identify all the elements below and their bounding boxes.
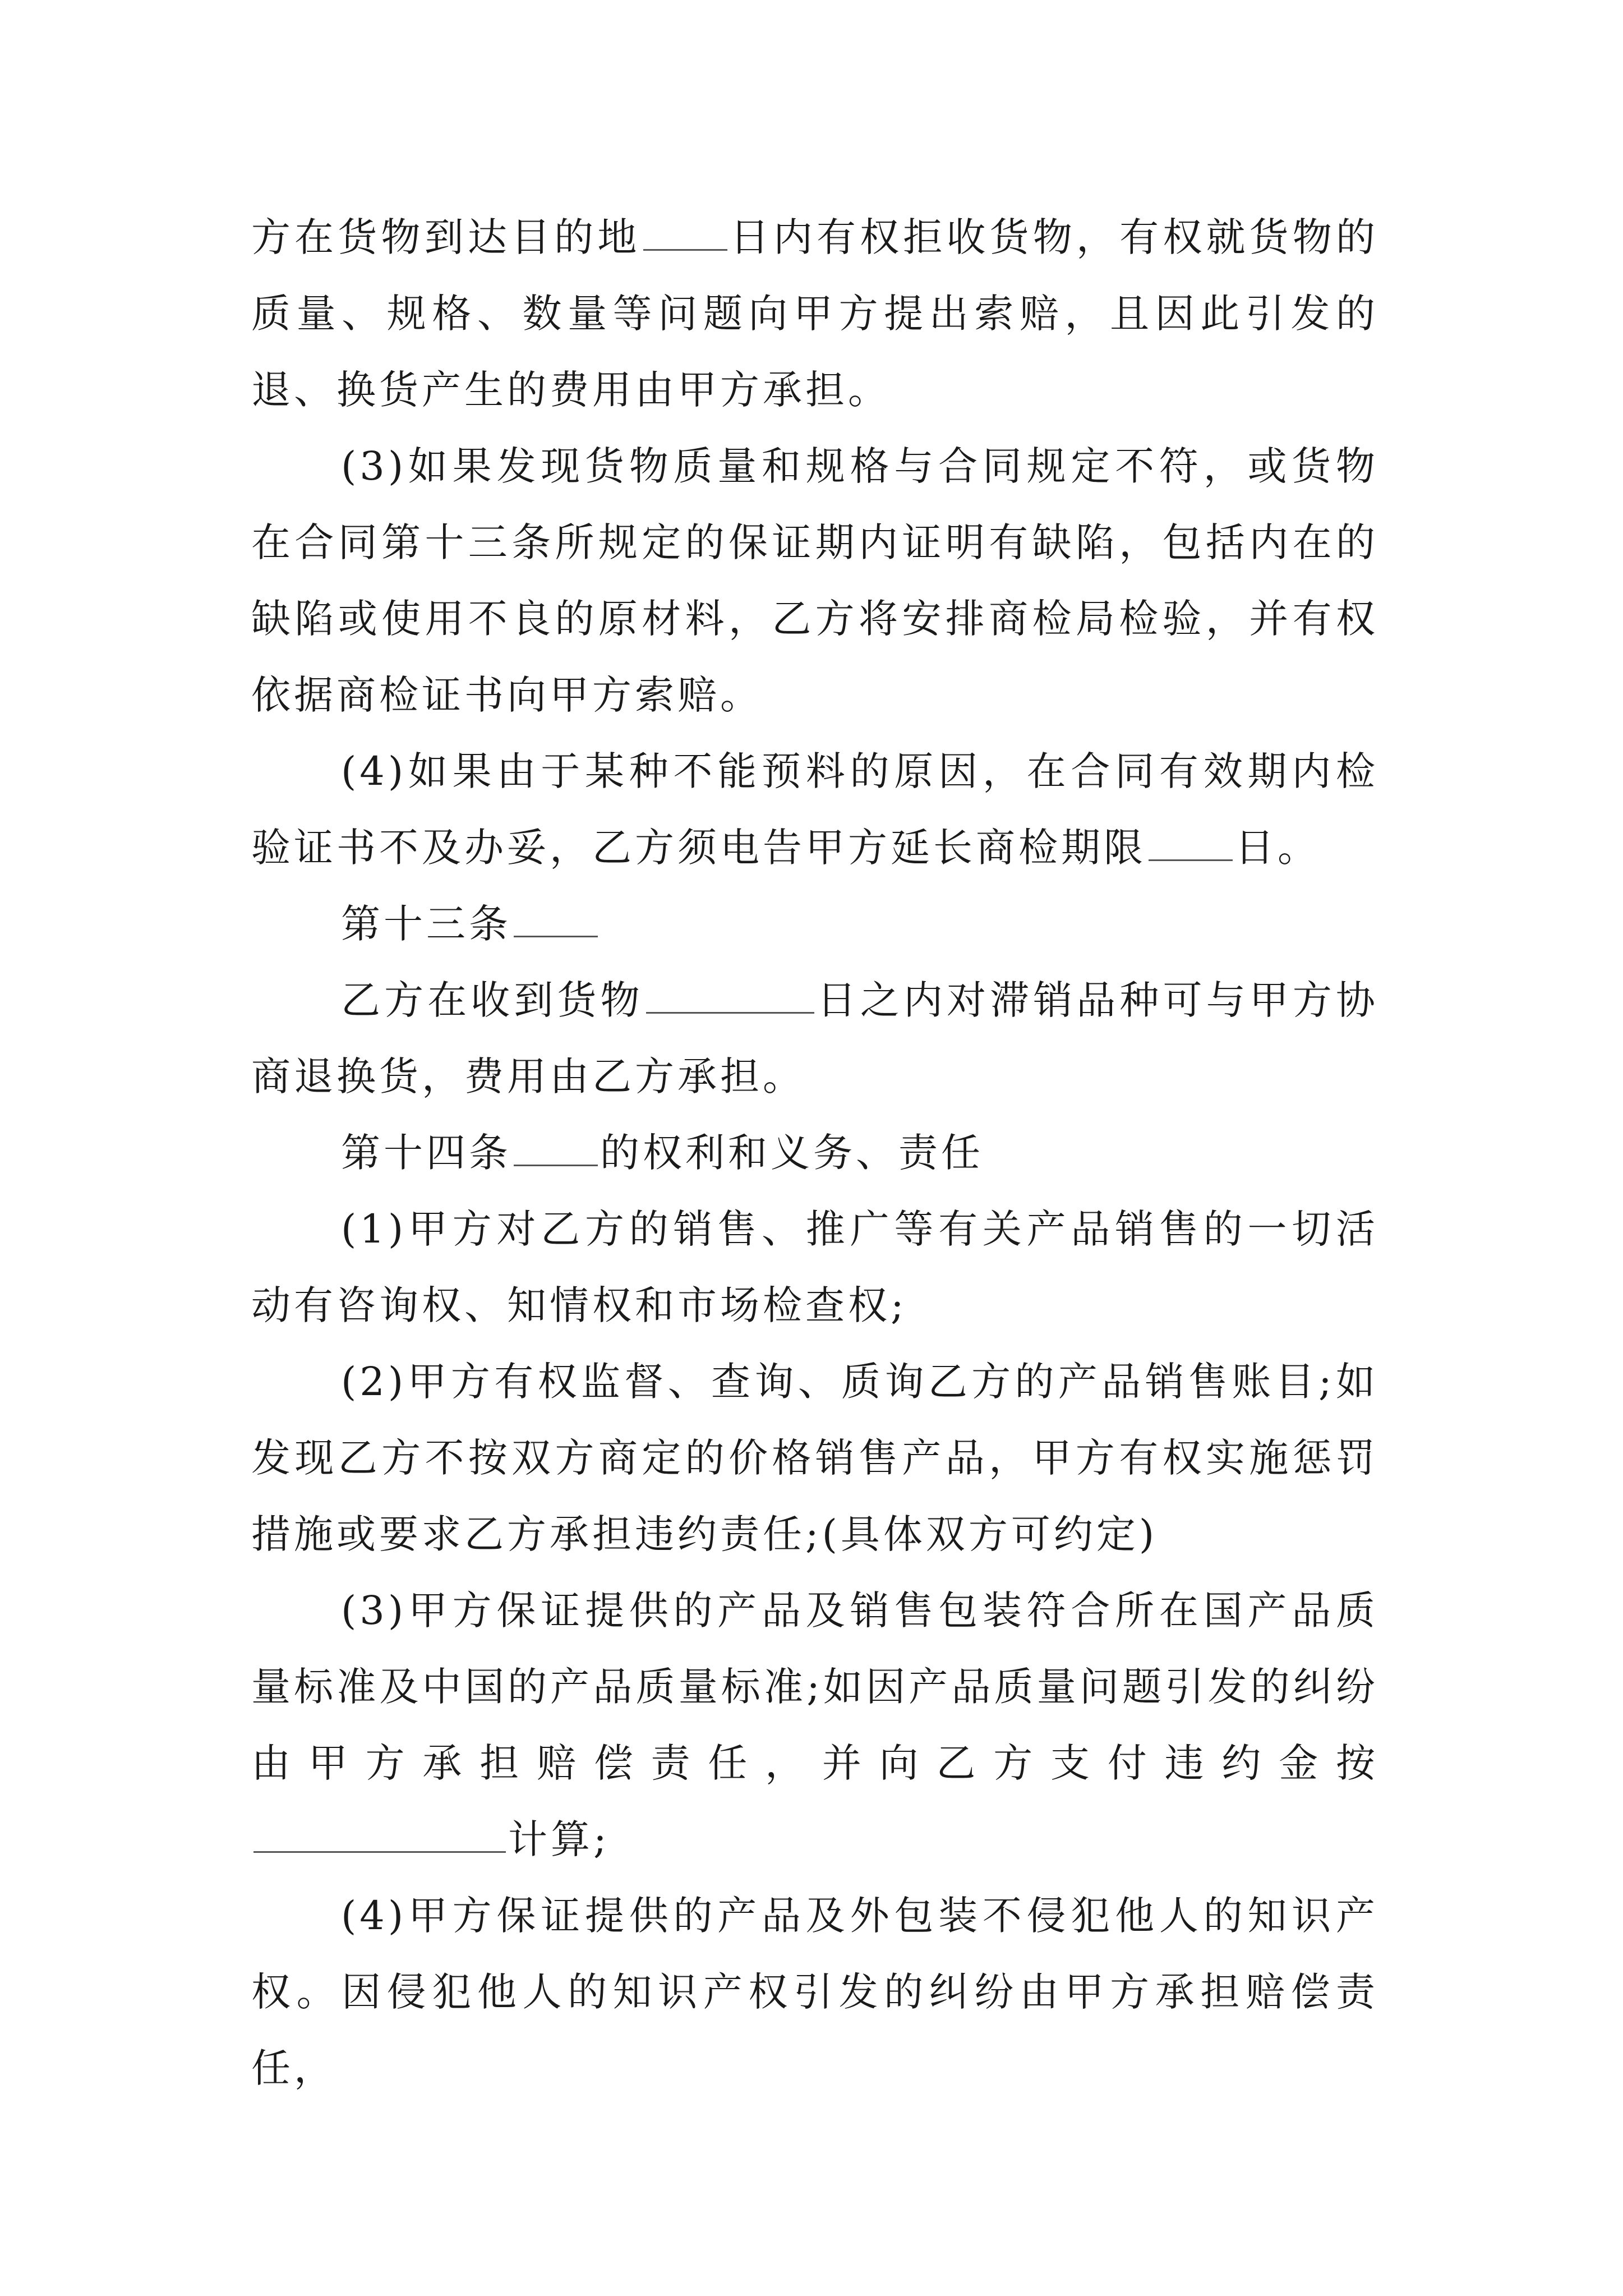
text-segment: (4)如果由于某种不能预料的原因，在合同有效期内检验证书不及办妥，乙方须电告甲方延长商检期限 [251,748,1378,871]
paragraph-9 [251,1572,1378,1801]
text-segment: 日内有权拒收货物，有权就货物的质量、规格、数量等问题向甲方提出索赔，且因此引发的退、换货产生的费用由甲方承担。 [251,214,1378,413]
text-segment: 乙方在收到货物 [341,977,644,1023]
article-14-heading [251,1115,1378,1191]
text-segment: (3)如果发现货物质量和规格与合同规定不符，或货物在合同第十三条所规定的保证期内证明有缺陷，包括内在的缺陷或使用不良的原材料，乙方将安排商检局检验，并有权依据商检证书向甲方索赔。 [251,443,1378,718]
text-segment: 日之内对滞销品种可与甲方协商退换货，费用由乙方承担。 [251,977,1379,1099]
text-segment: 日。 [1235,825,1320,871]
article-13-heading [251,886,1378,962]
paragraph-7 [251,1191,1378,1343]
paragraph-8 [251,1343,1378,1572]
fill-in-blank [643,213,727,251]
fill-in-blank [646,976,814,1014]
paragraph-10 [251,1878,1378,2106]
paragraph-5 [251,962,1378,1115]
text-segment: 第十四条 [341,1130,511,1176]
text-segment: 的权利和义务、责任 [600,1130,984,1176]
fill-in-blank [253,1815,506,1853]
fill-in-blank [1149,823,1233,861]
document-body [251,199,1378,2106]
text-segment: 方在货物到达目的地 [251,214,641,260]
text-segment: 第十三条 [341,901,511,947]
text-segment: (1)甲方对乙方的销售、推广等有关产品销售的一切活动有咨询权、知情权和市场检查权; [251,1206,1378,1328]
paragraph-3 [251,733,1378,886]
paragraph-1 [251,199,1378,428]
text-segment: (2)甲方有权监督、查询、质询乙方的产品销售账目;如发现乙方不按双方商定的价格销售产品，甲方有权实施惩罚措施或要求乙方承担违约责任;(具体双方可约定) [251,1359,1378,1557]
paragraph-2 [251,428,1378,733]
paragraph-9-continued [251,1801,1378,1878]
fill-in-blank [514,900,598,937]
text-segment: (4)甲方保证提供的产品及外包装不侵犯他人的知识产权。因侵犯他人的知识产权引发的纠纷由甲方承担赔偿责任， [251,1893,1378,2091]
fill-in-blank [514,1129,598,1166]
text-segment: 计算; [508,1816,610,1862]
text-segment: (3)甲方保证提供的产品及销售包装符合所在国产品质量标准及中国的产品质量标准;如因产品质量问题引发的纠纷由甲方承担赔偿责任，并向乙方支付违约金按 [251,1588,1378,1786]
